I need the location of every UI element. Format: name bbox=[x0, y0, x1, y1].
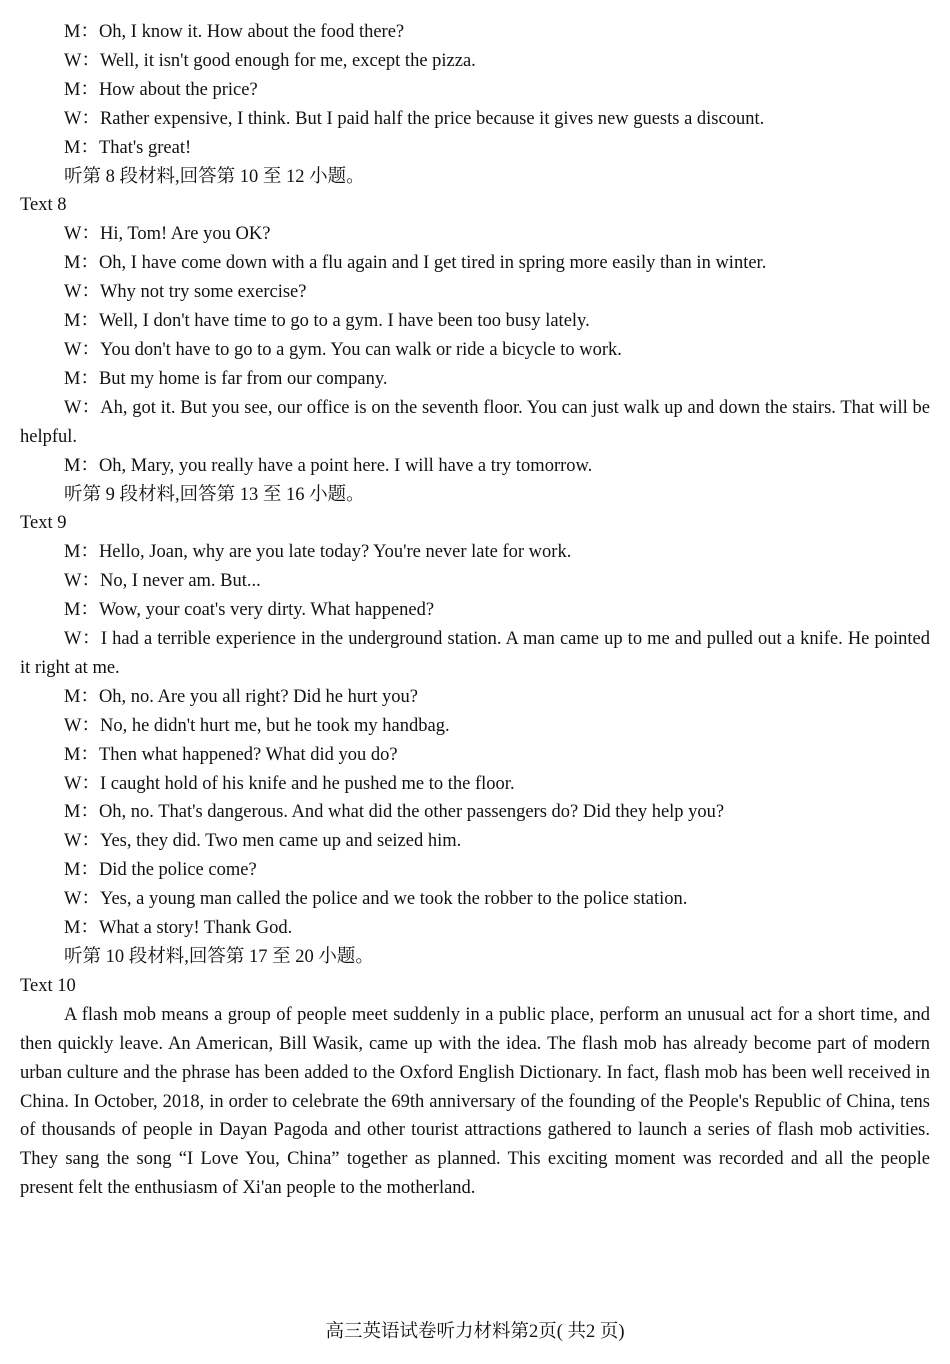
dialogue-line: M：Oh, no. That's dangerous. And what did the other passengers do? Did they help you? bbox=[64, 802, 725, 823]
section-instruction: 听第 8 段材料,回答第 10 至 12 小题。 bbox=[64, 166, 365, 187]
dialogue-line: W：Yes, they did. Two men came up and seized him. bbox=[64, 831, 462, 852]
section-heading: Text 10 bbox=[20, 975, 76, 996]
dialogue-line: M：Well, I don't have time to go to a gym. I have been too busy lately. bbox=[64, 311, 590, 332]
dialogue-line: W：Why not try some exercise? bbox=[64, 282, 307, 303]
dialogue-line: M：Oh, no. Are you all right? Did he hurt you? bbox=[64, 686, 419, 707]
section-instruction: 听第 9 段材料,回答第 13 至 16 小题。 bbox=[64, 484, 365, 505]
listening-transcript bbox=[20, 18, 930, 1203]
dialogue-line: M：But my home is far from our company. bbox=[64, 368, 388, 389]
passage-paragraph: A flash mob means a group of people meet suddenly in a public place, perform an unusual act for a short time, and then quickly leave. An American, Bill Wasik, came up with the idea. The flash mob has already become part of modern urban culture and the phrase has been added to the Oxford English Dictionary. In fact, flash mob has been well received in China. In October, 2018, in order to celebrate the 69th anniversary of the founding of the People's Republic of China, tens of thousands of people in Dayan Pagoda and other tourist attractions gathered to launch a series of flash mob activities. They sang the song “I Love You, China” together as planned. This exciting moment was recorded and all the people present felt the enthusiasm of Xi'an people to the motherland. bbox=[20, 1004, 930, 1199]
dialogue-line: W：Well, it isn't good enough for me, except the pizza. bbox=[64, 50, 476, 71]
dialogue-line: M：What a story! Thank God. bbox=[64, 918, 293, 939]
section-heading: Text 9 bbox=[20, 513, 67, 534]
dialogue-line: W：I caught hold of his knife and he pushed me to the floor. bbox=[64, 773, 515, 794]
dialogue-line: W：Yes, a young man called the police and we took the robber to the police station. bbox=[64, 889, 688, 910]
dialogue-line: W：No, I never am. But... bbox=[64, 571, 261, 592]
dialogue-line: M：Oh, I know it. How about the food there? bbox=[64, 22, 405, 42]
section-instruction: 听第 10 段材料,回答第 17 至 20 小题。 bbox=[64, 947, 374, 967]
dialogue-line: M：That's great! bbox=[64, 137, 192, 158]
page-footer: 高三英语试卷听力材料第2页( 共2 页) bbox=[325, 1322, 625, 1342]
dialogue-line: M：Wow, your coat's very dirty. What happened? bbox=[64, 600, 435, 621]
dialogue-line: M：Then what happened? What did you do? bbox=[64, 744, 398, 765]
dialogue-line: W：Hi, Tom! Are you OK? bbox=[64, 224, 271, 245]
dialogue-line: W：No, he didn't hurt me, but he took my handbag. bbox=[64, 715, 450, 736]
section-heading: Text 8 bbox=[20, 195, 67, 216]
dialogue-line: M：Hello, Joan, why are you late today? You're never late for work. bbox=[64, 542, 572, 563]
dialogue-line: M：Oh, I have come down with a flu again and I get tired in spring more easily than in winter. bbox=[64, 253, 767, 274]
dialogue-line: W：I had a terrible experience in the underground station. A man came up to me and pulled out a knife. He pointed it right at me. bbox=[20, 629, 930, 678]
dialogue-line: W：Ah, got it. But you see, our office is on the seventh floor. You can just walk up and down the stairs. That will be helpful. bbox=[20, 397, 930, 447]
dialogue-line: M：Did the police come? bbox=[64, 860, 257, 881]
dialogue-line: W：Rather expensive, I think. But I paid half the price because it gives new guests a discount. bbox=[64, 108, 765, 129]
dialogue-line: M：Oh, Mary, you really have a point here. I will have a try tomorrow. bbox=[64, 455, 593, 476]
dialogue-line: M：How about the price? bbox=[64, 79, 258, 100]
dialogue-line: W：You don't have to go to a gym. You can walk or ride a bicycle to work. bbox=[64, 339, 622, 360]
